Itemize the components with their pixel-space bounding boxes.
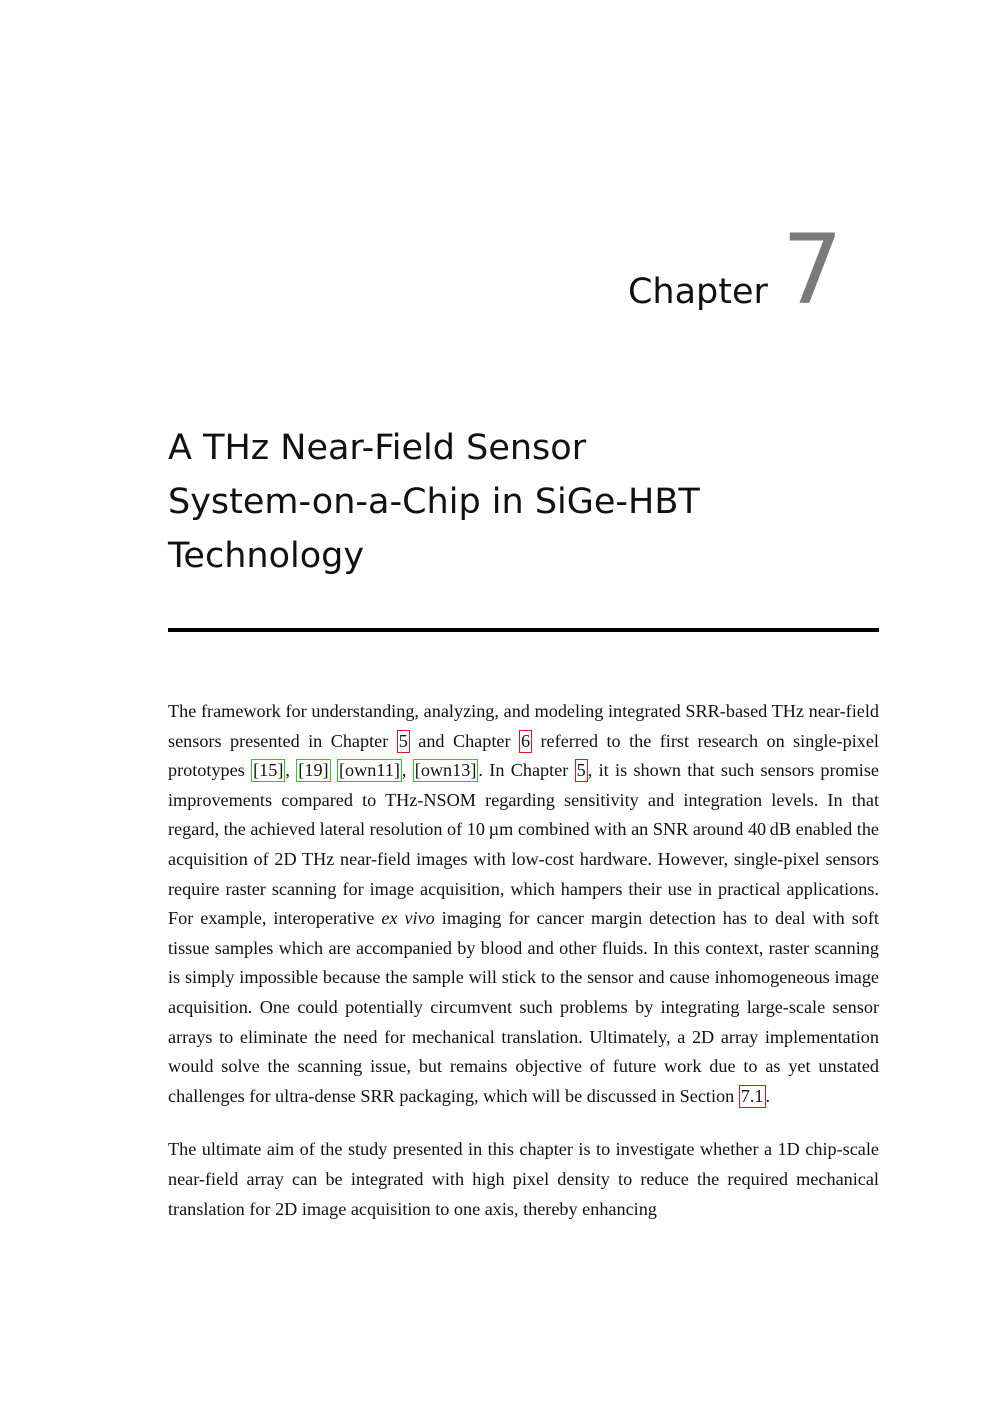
citation-own13-link[interactable]: [own13] — [414, 760, 477, 781]
chapter-number: 7 — [781, 214, 843, 326]
text-run: The framework for understanding, analyzing, and modeling integrated SRR-based THz near-field sensors presented in Chapter — [168, 701, 879, 751]
text-run: . In Chapter — [478, 760, 575, 781]
chapter-title-line: Technology — [168, 536, 365, 576]
paragraph — [168, 697, 879, 1111]
chapter-heading — [627, 214, 843, 326]
text-run: . — [765, 1085, 771, 1106]
citation-19-link[interactable]: [19] — [298, 760, 329, 781]
text-run: , — [285, 760, 297, 781]
text-run: , — [401, 760, 413, 781]
text-run: , it is shown that such sensors promise improvements compared to THz-NSOM regarding sensitivity and integration levels. In that regard, the achieved lateral resolution of 10 µm combined with an SNR around 40 dB enabled the acquisition of 2D THz near-field images with low-cost hardware. However, single-pixel sensors require raster scanning for image acquisition, which hampers their use in practical applications. For example, interoperative — [168, 760, 879, 929]
paragraph: The ultimate aim of the study presented in this chapter is to investigate whether a 1D chip-scale near-field array can be integrated with high pixel density to reduce the required mechanical translation for 2D image acquisition to one axis, thereby enhancing — [168, 1139, 879, 1219]
chapter-5-link[interactable]: 5 — [398, 730, 408, 751]
chapter-title-line: System-on-a-Chip in SiGe-HBT — [168, 482, 700, 522]
chapter-5-link[interactable]: 5 — [576, 760, 586, 781]
text-run: and Chapter — [409, 730, 519, 751]
emphasis-text: ex vivo — [381, 908, 435, 929]
chapter-6-link[interactable]: 6 — [520, 730, 531, 751]
citation-own11-link[interactable]: [own11] — [338, 760, 400, 781]
text-run: referred to the first research on single-pixel prototypes — [168, 730, 879, 781]
citation-15-link[interactable]: [15] — [253, 760, 284, 781]
section-7-1-link[interactable]: 7.1 — [740, 1085, 764, 1106]
chapter-label: Chapter — [627, 272, 768, 312]
chapter-title — [168, 421, 888, 583]
text-run: imaging for cancer margin detection has to deal with soft tissue samples which are accompanied by blood and other fluids. In this context, raster scanning is simply impossible because the sample will stick to the sensor and cause inhomogeneous image acquisition. One could potentially circumvent such problems by integrating large-scale sensor arrays to eliminate the need for mechanical translation. Ultimately, a 2D array implementation would solve the scanning issue, but remains objective of future work due to as yet unstated challenges for ultra-dense SRR packaging, which will be discussed in Section — [168, 908, 879, 1106]
chapter-title-line: A THz Near-Field Sensor — [168, 428, 587, 468]
body-text — [168, 697, 879, 1265]
title-rule — [168, 628, 879, 632]
